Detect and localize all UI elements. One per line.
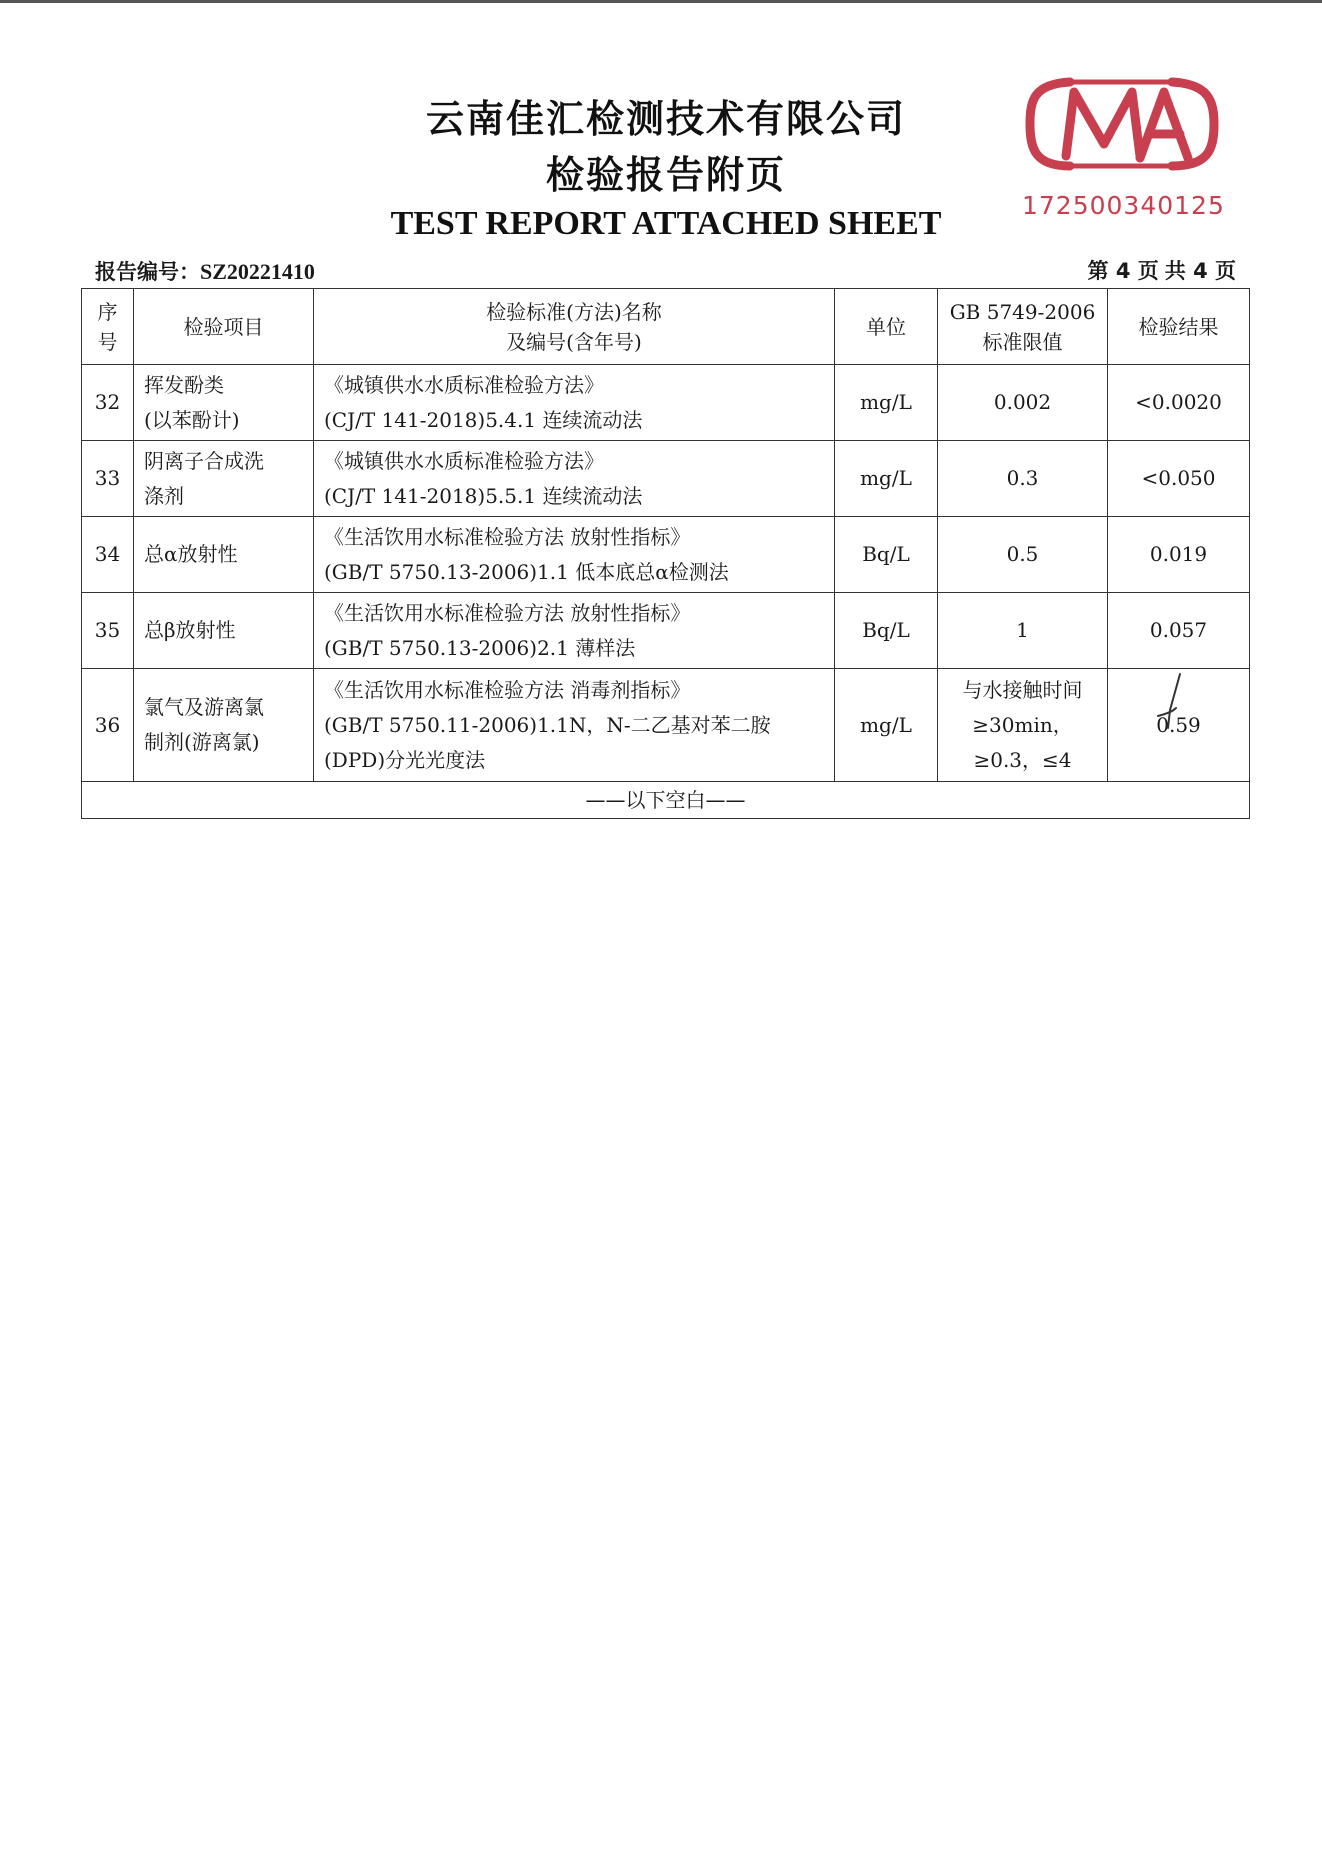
row-result: <0.050 <box>1108 441 1250 517</box>
page-indicator <box>1082 255 1236 285</box>
row-result: <0.0020 <box>1108 365 1250 441</box>
row-limit: 0.3 <box>938 441 1108 517</box>
row-index: 35 <box>82 593 134 669</box>
report-number-label: 报告编号： <box>95 260 200 284</box>
table-end-row <box>82 782 1250 819</box>
row-method: 《生活饮用水标准检验方法 放射性指标》 (GB/T 5750.13-2006)2.1 薄样法 <box>314 593 835 669</box>
table-row <box>82 365 1250 441</box>
page-title-cn: 检验报告附页 <box>545 153 786 197</box>
table-header-row <box>82 289 1250 365</box>
row-unit: mg/L <box>835 669 938 782</box>
row-item: 挥发酚类 (以苯酚计) <box>134 365 314 441</box>
row-method: 《城镇供水水质标准检验方法》 (CJ/T 141-2018)5.5.1 连续流动法 <box>314 441 835 517</box>
header-item: 检验项目 <box>134 289 314 365</box>
row-method: 《生活饮用水标准检验方法 消毒剂指标》 (GB/T 5750.11-2006)1.1N，N-二乙基对苯二胺 (DPD)分光光度法 <box>314 669 835 782</box>
row-method: 《城镇供水水质标准检验方法》 (CJ/T 141-2018)5.4.1 连续流动法 <box>314 365 835 441</box>
row-limit: 与水接触时间 ≥30min， ≥0.3，≤4 <box>938 669 1108 782</box>
end-of-table-note: ——以下空白—— <box>82 782 1250 819</box>
table-row <box>82 669 1250 782</box>
cma-letter-a <box>1140 92 1188 158</box>
header-unit: 单位 <box>835 289 938 365</box>
page-current: 第 4 页 <box>1087 259 1159 283</box>
row-result: 0.057 <box>1108 593 1250 669</box>
table-row <box>82 441 1250 517</box>
row-unit: Bq/L <box>835 593 938 669</box>
handwritten-check-mark <box>1118 670 1188 740</box>
page-title-en: TEST REPORT ATTACHED SHEET <box>390 205 942 242</box>
cma-certificate-number: 172500340125 <box>1022 191 1225 220</box>
row-item: 总α放射性 <box>134 517 314 593</box>
header-result: 检验结果 <box>1108 289 1250 365</box>
report-number-value: SZ20221410 <box>200 259 315 284</box>
header-method: 检验标准(方法)名称 及编号(含年号) <box>314 289 835 365</box>
row-index: 36 <box>82 669 134 782</box>
row-index: 32 <box>82 365 134 441</box>
company-name: 云南佳汇检测技术有限公司 <box>425 97 906 141</box>
row-limit: 0.5 <box>938 517 1108 593</box>
row-result: 0.019 <box>1108 517 1250 593</box>
row-unit: mg/L <box>835 365 938 441</box>
row-item: 氯气及游离氯 制剂(游离氯) <box>134 669 314 782</box>
header-limit: GB 5749-2006 标准限值 <box>938 289 1108 365</box>
page-total: 共 4 页 <box>1164 259 1236 283</box>
table-row <box>82 593 1250 669</box>
row-index: 33 <box>82 441 134 517</box>
report-number <box>95 256 315 286</box>
row-index: 34 <box>82 517 134 593</box>
row-unit: Bq/L <box>835 517 938 593</box>
header-index: 序 号 <box>82 289 134 365</box>
row-limit: 1 <box>938 593 1108 669</box>
results-table <box>81 288 1250 819</box>
row-item: 阴离子合成洗 涤剂 <box>134 441 314 517</box>
row-item: 总β放射性 <box>134 593 314 669</box>
page-top-border <box>0 0 1322 3</box>
table-row <box>82 517 1250 593</box>
row-method: 《生活饮用水标准检验方法 放射性指标》 (GB/T 5750.13-2006)1.1 低本底总α检测法 <box>314 517 835 593</box>
row-result: 0.59 <box>1108 669 1250 782</box>
cma-seal-logo <box>1022 70 1222 178</box>
row-limit: 0.002 <box>938 365 1108 441</box>
row-unit: mg/L <box>835 441 938 517</box>
cma-letter-m <box>1066 92 1140 156</box>
